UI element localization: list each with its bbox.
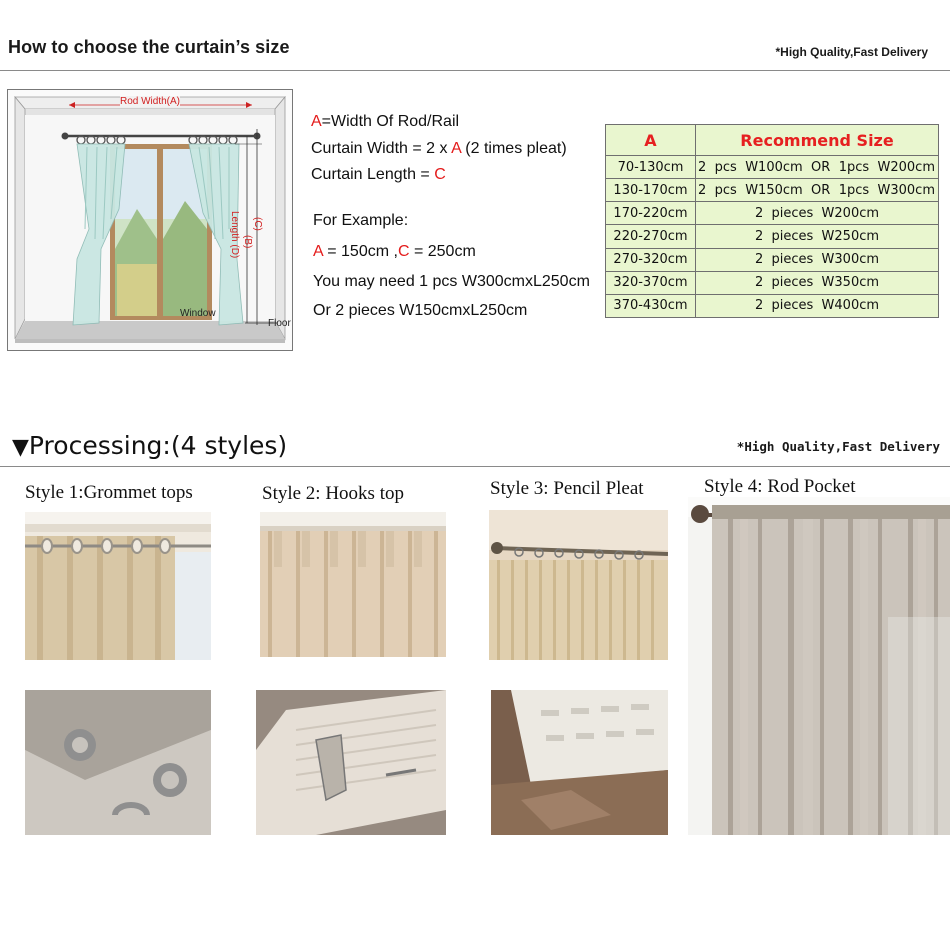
letter-c: C (397, 243, 410, 260)
table-cell-size: 2 pieces W350cm (696, 271, 939, 294)
grommet-detail-photo (25, 690, 211, 835)
example-option-2: Or 2 pieces W150cmxL250cm (313, 302, 528, 319)
table-row (606, 202, 939, 225)
style-3-label: Style 3: Pencil Pleat (490, 478, 644, 499)
window-measurement-diagram (7, 89, 293, 351)
table-cell-size: 2 pieces W200cm (696, 202, 939, 225)
table-header-a: A (606, 125, 696, 156)
table-cell-size: 2 pcs W150cm OR 1pcs W300cm (696, 179, 939, 202)
table-cell-size: 2 pieces W400cm (696, 294, 939, 317)
length-b-label: (B) (242, 235, 253, 249)
table-header-row (606, 125, 939, 156)
processing-title (12, 431, 287, 460)
table-cell-range: 70-130cm (606, 156, 696, 179)
example-option-1: You may need 1 pcs W300cmxL250cm (313, 273, 590, 290)
table-row (606, 271, 939, 294)
pencil-pleat-photo (489, 510, 668, 660)
length-d-label: Length (D) (229, 211, 240, 259)
table-cell-range: 130-170cm (606, 179, 696, 202)
curtain-width-formula (311, 140, 567, 158)
curtain-length-formula (311, 166, 446, 184)
rod-pocket-photo (688, 497, 950, 835)
recommend-size-table (605, 124, 939, 318)
table-cell-range: 270-320cm (606, 248, 696, 271)
divider (0, 466, 950, 467)
hooks-detail-photo (256, 690, 446, 835)
style-4-label: Style 4: Rod Pocket (704, 476, 856, 497)
letter-c: C (434, 166, 446, 183)
grommet-top-photo (25, 512, 211, 660)
style-1-label: Style 1:Grommet tops (25, 482, 193, 503)
table-cell-size: 2 pieces W250cm (696, 225, 939, 248)
pencil-tape-photo (491, 690, 668, 835)
table-cell-range: 220-270cm (606, 225, 696, 248)
example-text: = 250cm (409, 243, 476, 260)
table-row (606, 179, 939, 202)
table-cell-size: 2 pcs W100cm OR 1pcs W200cm (696, 156, 939, 179)
quality-tagline: *High Quality,Fast Delivery (775, 45, 928, 59)
example-title: For Example: (313, 212, 409, 229)
letter-a: A (311, 113, 322, 130)
table-row (606, 156, 939, 179)
letter-a: A (451, 140, 461, 157)
table-row (606, 225, 939, 248)
example-text: = 150cm , (322, 243, 398, 260)
rod-width-label: Rod Width(A) (120, 96, 181, 107)
rod-width-definition (311, 113, 459, 131)
floor-label: Floor (268, 318, 291, 329)
processing-title-text: Processing:(4 styles) (28, 431, 288, 460)
table-header-recommend: Recommend Size (696, 125, 939, 156)
style-2-label: Style 2: Hooks top (262, 483, 404, 504)
window-label: Window (180, 308, 216, 319)
hooks-top-photo (260, 512, 446, 657)
formula-suffix: (2 times pleat) (460, 140, 567, 157)
length-c-label: (C) (252, 217, 263, 231)
table-cell-range: 170-220cm (606, 202, 696, 225)
divider (0, 70, 950, 71)
triangle-down-icon: ▼ (12, 435, 29, 460)
table-cell-range: 320-370cm (606, 271, 696, 294)
size-guide-title: How to choose the curtain’s size (8, 37, 290, 57)
table-row (606, 248, 939, 271)
example-values (313, 243, 476, 261)
formula-text: Curtain Length = (311, 166, 435, 183)
definition-text: =Width Of Rod/Rail (321, 113, 460, 130)
formula-text: Curtain Width = 2 x (311, 140, 452, 157)
quality-tagline: *High Quality,Fast Delivery (736, 439, 940, 454)
table-row (606, 294, 939, 317)
table-cell-size: 2 pieces W300cm (696, 248, 939, 271)
table-cell-range: 370-430cm (606, 294, 696, 317)
letter-a: A (313, 243, 323, 260)
